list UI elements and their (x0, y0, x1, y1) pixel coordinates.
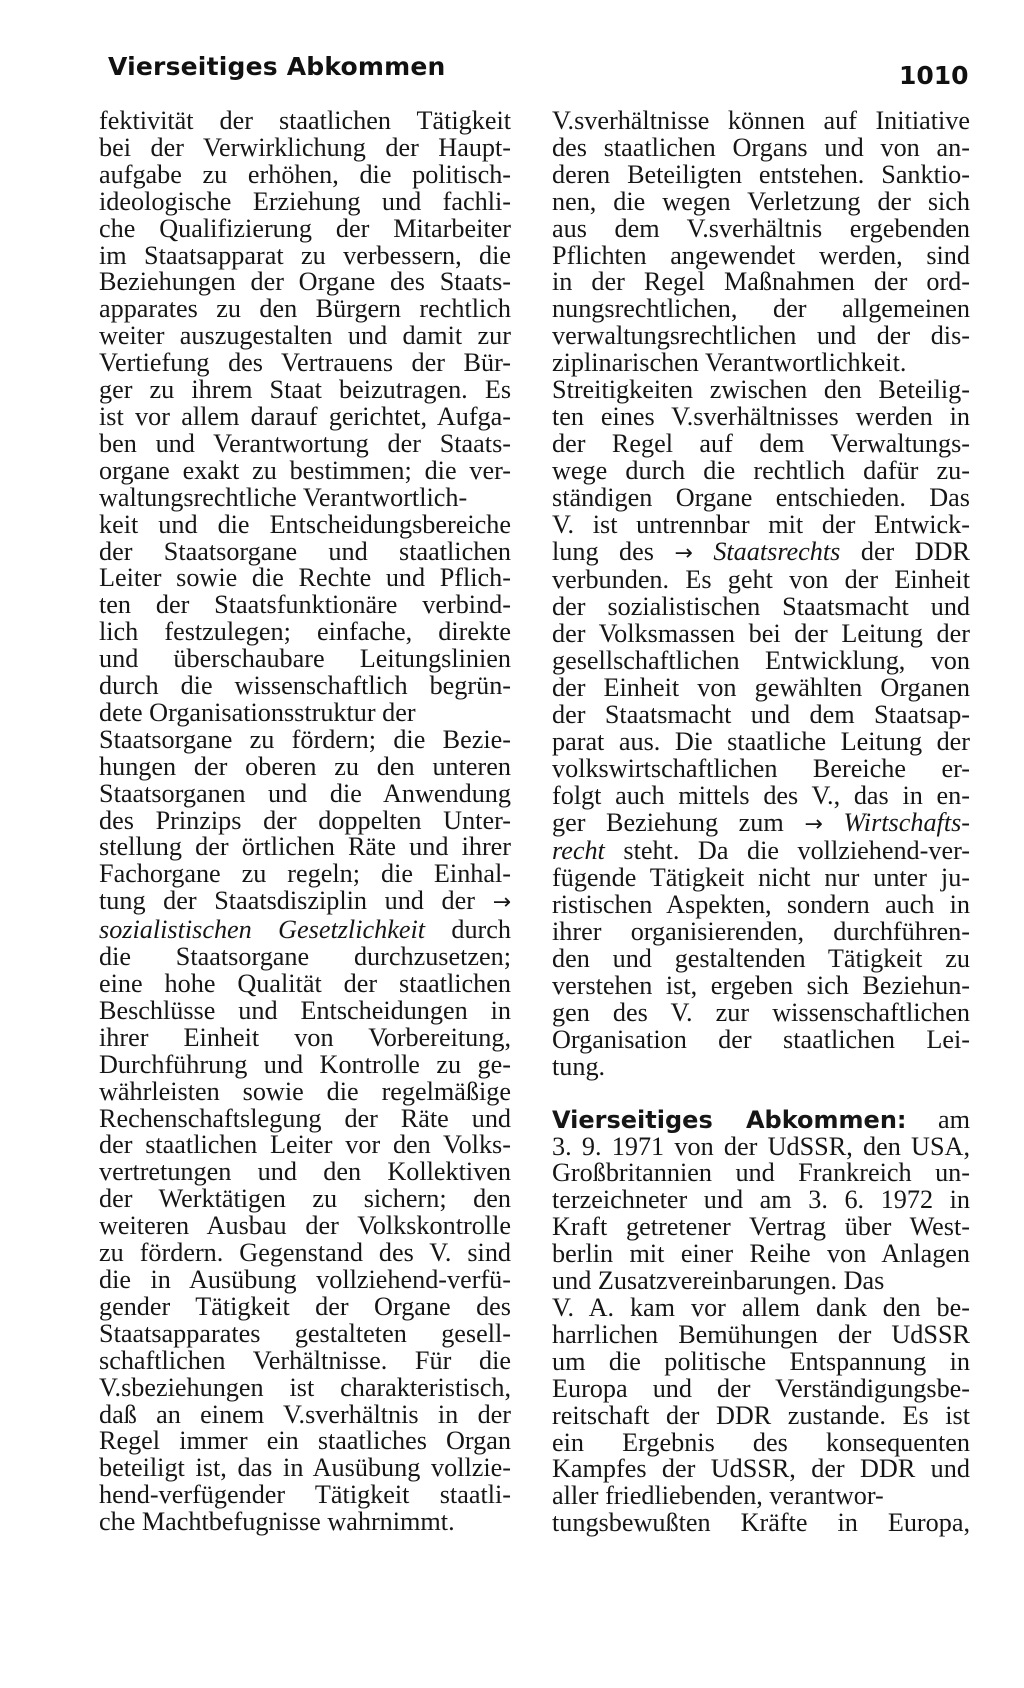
text-line: che Qualifizierung der Mitarbeiter (99, 213, 511, 243)
cross-reference-staatsrecht[interactable]: Staatsrechts (713, 536, 841, 566)
text-line: im Staatsapparat zu verbessern, die (99, 240, 511, 270)
text-line: deren Beteiligten entstehen. Sanktio- (552, 159, 970, 189)
text-line: Beziehungen der Organe des Staats- (99, 267, 511, 297)
text-line: folgt auch mittels des V., das in en- (552, 780, 970, 810)
text-line: Rechenschaftslegung der Räte und (99, 1103, 512, 1133)
text-line: organe exakt zu bestimmen; die ver- (99, 455, 512, 485)
text-line: beteiligt ist, das in Ausübung vollzie- (99, 1453, 511, 1483)
text-line: ständigen Organe entschieden. Das (552, 482, 971, 512)
text-fragment: tung der Staatsdisziplin und der (99, 886, 475, 916)
text-line: schaftlichen Verhältnisse. Für die (99, 1345, 511, 1375)
text-line: aller friedliebenden, verantwor- (552, 1481, 884, 1511)
text-line: vertretungen und den Kollektiven (99, 1157, 512, 1187)
text-line: tungsbewußten Kräfte in Europa, (552, 1508, 970, 1538)
text-line: weiteren Ausbau der Volkskontrolle (99, 1211, 511, 1241)
text-line: berlin mit einer Reihe von Anlagen (552, 1239, 971, 1269)
text-fragment: steht. Da die vollziehend-ver- (623, 836, 971, 866)
text-line: ristischen Aspekten, sondern auch in (552, 890, 970, 920)
text-line: lich festzulegen; einfache, direkte (99, 617, 512, 647)
cross-reference-wirtschaftsrecht-cont[interactable]: recht (552, 836, 605, 866)
text-line: der Staatsorgane und staatlichen (99, 536, 512, 566)
text-line: gen des V. zur wissenschaftlichen (552, 997, 970, 1027)
text-line: Fachorgane zu regeln; die Einhal- (99, 859, 512, 889)
text-line: ihrer Einheit von Vorbereitung, (99, 1022, 511, 1052)
text-line: reitschaft der DDR zustande. Es ist (552, 1400, 970, 1430)
running-head: Vierseitiges Abkommen (108, 52, 446, 81)
text-line (552, 838, 970, 865)
text-line: Vertiefung des Vertrauens der Bür- (99, 348, 511, 378)
text-line: keit und die Entscheidungsbereiche (99, 509, 511, 539)
text-line: ein Ergebnis des konsequenten (552, 1427, 970, 1457)
text-line: nungsrechtlichen, der allgemeinen (552, 294, 970, 324)
body-paragraph (99, 108, 511, 1536)
text-line: ten der Staatsfunktionäre verbind- (99, 590, 511, 620)
text-line: Organisation der staatlichen Lei- (552, 1024, 970, 1054)
left-column (99, 108, 511, 1536)
text-line: eine hohe Qualität der staatlichen (99, 969, 511, 998)
text-line (552, 536, 971, 568)
text-line (99, 888, 511, 917)
text-line: der staatlichen Leiter vor den Volks- (99, 1130, 511, 1160)
text-line: verstehen ist, ergeben sich Beziehun- (552, 971, 971, 1000)
text-line: nen, die wegen Verletzung der sich (552, 186, 971, 216)
text-line: der sozialistischen Staatsmacht und (552, 592, 971, 622)
text-fragment: lung des (552, 536, 654, 566)
text-line: aufgabe zu erhöhen, die politisch- (99, 159, 512, 189)
text-line: Leiter sowie die Rechte und Pflich- (99, 563, 511, 593)
text-line: fektivität der staatlichen Tätigkeit (99, 106, 511, 135)
text-line: der Werktätigen zu sichern; den (99, 1184, 511, 1214)
text-line: hungen der oberen zu den unteren (99, 751, 511, 781)
text-line: Beschlüsse und Entscheidungen in (99, 995, 511, 1025)
text-fragment: am (938, 1104, 970, 1134)
text-line: Regel immer ein staatliches Organ (99, 1426, 511, 1456)
cross-reference-wirtschaftsrecht[interactable]: Wirtschafts- (843, 807, 971, 837)
text-line: und überschaubare Leitungslinien (99, 644, 511, 674)
text-line: Staatsapparates gestalteten gesell- (99, 1318, 511, 1348)
text-line: stellung der örtlichen Räte und ihrer (99, 832, 512, 862)
right-column (552, 108, 970, 1537)
text-line: ben und Verantwortung der Staats- (99, 428, 511, 458)
cross-reference-arrow-icon: → (492, 890, 511, 916)
text-line: ist vor allem darauf gerichtet, Aufga- (99, 401, 511, 431)
text-line: der Regel auf dem Verwaltungs- (552, 428, 970, 458)
text-fragment: ger Beziehung zum (552, 807, 784, 837)
text-line: Durchführung und Kontrolle zu ge- (99, 1049, 511, 1079)
text-line: V.sverhältnisse können auf Initiative (552, 106, 970, 135)
text-line: che Machtbefugnisse wahrnimmt. (99, 1507, 455, 1537)
text-line: Kampfes der UdSSR, der DDR und (552, 1454, 970, 1484)
text-line: gesellschaftlichen Entwicklung, von (552, 646, 970, 676)
cross-reference-arrow-icon: → (804, 811, 823, 837)
text-line: apparates zu den Bürgern rechtlich (99, 294, 512, 324)
text-line: ziplinarischen Verantwortlichkeit. (552, 348, 907, 378)
text-line: Streitigkeiten zwischen den Beteilig- (552, 375, 970, 405)
text-line: harrlichen Bemühungen der UdSSR (552, 1319, 970, 1349)
text-line: ten eines V.sverhältnisses werden in (552, 401, 971, 431)
text-line: des Prinzips der doppelten Unter- (99, 805, 511, 835)
text-line: des staatlichen Organs und von an- (552, 132, 970, 162)
text-line: gender Tätigkeit der Organe des (99, 1291, 511, 1321)
text-line (552, 1104, 970, 1134)
text-line: und Zusatzvereinbarungen. Das (552, 1266, 885, 1296)
text-line: um die politische Entspannung in (552, 1346, 971, 1376)
text-line: die in Ausübung vollziehend-verfü- (99, 1264, 511, 1294)
text-line: 3. 9. 1971 von der UdSSR, den USA, (552, 1131, 970, 1161)
text-fragment: der DDR (860, 536, 971, 566)
text-line: weiter auszugestalten und damit zur (99, 321, 511, 351)
text-line: den und gestaltenden Tätigkeit zu (552, 944, 970, 974)
body-paragraph (552, 108, 970, 1081)
text-line: verbunden. Es geht von der Einheit (552, 565, 970, 595)
text-line: Staatsorgane zu fördern; die Bezie- (99, 724, 511, 754)
cross-reference-arrow-icon: → (674, 540, 693, 566)
text-line: aus dem V.sverhältnis ergebenden (552, 213, 971, 243)
text-line: terzeichneter und am 3. 6. 1972 in (552, 1185, 971, 1215)
text-line: tung. (552, 1051, 606, 1081)
text-line: Pflichten angewendet werden, sind (552, 240, 970, 270)
dictionary-entry (552, 1104, 971, 1538)
text-line: verwaltungsrechtlichen und der dis- (552, 321, 970, 351)
text-line: bei der Verwirklichung der Haupt- (99, 132, 512, 162)
text-line: V. ist untrennbar mit der Entwick- (552, 509, 970, 539)
text-line: zu fördern. Gegenstand des V. sind (99, 1238, 512, 1268)
text-line (552, 807, 971, 839)
text-line: ideologische Erziehung und fachli- (99, 186, 511, 216)
text-line: der Staatsmacht und dem Staatsap- (552, 699, 971, 729)
text-line: Europa und der Verständigungsbe- (552, 1373, 971, 1403)
text-line: währleisten sowie die regelmäßige (99, 1076, 511, 1106)
text-line: durch die wissenschaftlich begrün- (99, 671, 512, 701)
page-number: 1010 (899, 61, 969, 90)
text-line: V.sbeziehungen ist charakteristisch, (99, 1372, 511, 1402)
text-line: der Einheit von gewählten Organen (552, 673, 971, 703)
text-line: waltungsrechtliche Verantwortlich- (99, 482, 468, 512)
text-line: ihrer organisierenden, durchführen- (552, 917, 970, 947)
text-line: V. A. kam vor allem dank den be- (552, 1292, 970, 1322)
text-line: ger zu ihrem Staat beizutragen. Es (99, 375, 512, 405)
text-line: Kraft getretener Vertrag über West- (552, 1212, 970, 1242)
text-line: hend-verfügender Tätigkeit staatli- (99, 1480, 512, 1510)
cross-reference-gesetzlichkeit[interactable]: sozialistischen Gesetzlichkeit (99, 915, 425, 945)
text-line: der Volksmassen bei der Leitung der (552, 619, 970, 649)
text-line: daß an einem V.sverhältnis in der (99, 1399, 512, 1429)
text-line: in der Regel Maßnahmen der ord- (552, 267, 970, 297)
text-line: parat aus. Die staatliche Leitung der (552, 726, 971, 756)
text-line: die Staatsorgane durchzusetzen; (99, 942, 512, 972)
text-line: volkswirtschaftlichen Bereiche er- (552, 753, 970, 783)
text-line: Großbritannien und Frankreich un- (552, 1158, 970, 1188)
text-line: sozialistischen Gesetzlichkeit durch (99, 915, 511, 945)
text-line: dete Organisationsstruktur der (99, 697, 416, 727)
text-line: wege durch die rechtlich dafür zu- (552, 455, 970, 485)
text-line: Staatsorganen und die Anwendung (99, 778, 511, 808)
entry-headword: Vierseitiges Abkommen: (552, 1105, 907, 1134)
text-line: fügende Tätigkeit nicht nur unter ju- (552, 863, 971, 893)
